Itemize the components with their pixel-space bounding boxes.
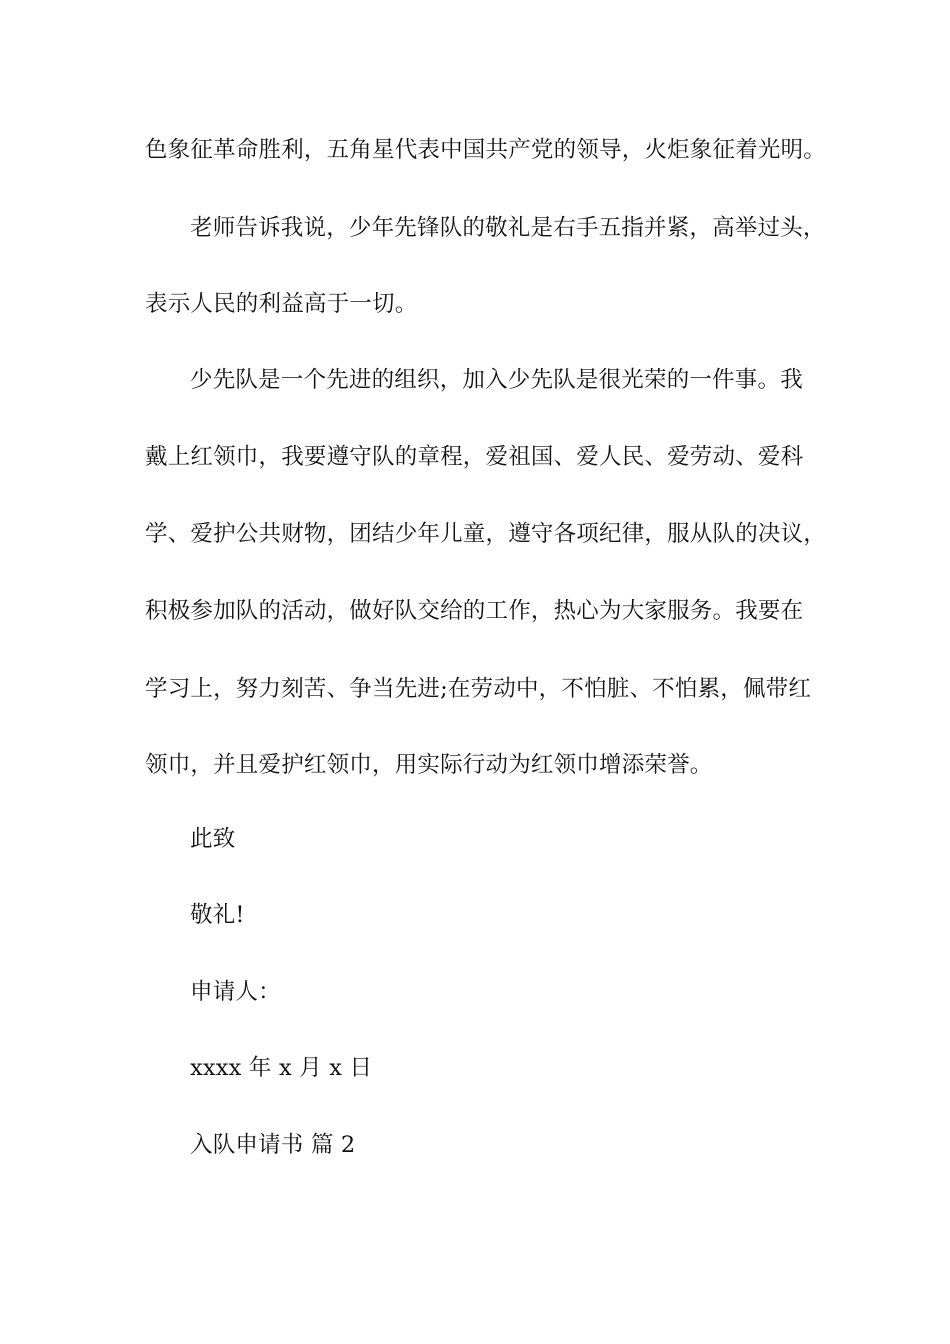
closing-respect: 敬礼! [190, 902, 245, 928]
applicant-label: 申请人： [190, 979, 281, 1005]
paragraph-line-2: 老师告诉我说，少年先锋队的敬礼是右手五指并紧，高举过头， [190, 215, 826, 241]
paragraph-line-3: 表示人民的利益高于一切。 [145, 291, 418, 317]
date-line: xxxx 年 x 月 x 日 [190, 1055, 373, 1081]
paragraph-line-7: 积极参加队的活动，做好队交给的工作，热心为大家服务。我要在 [145, 598, 804, 624]
paragraph-line-4: 少先队是一个先进的组织，加入少先队是很光荣的一件事。我 [190, 367, 803, 393]
paragraph-line-9: 领巾，并且爱护红领巾，用实际行动为红领巾增添荣誉。 [145, 752, 713, 778]
section-heading: 入队申请书 篇 2 [190, 1132, 356, 1158]
paragraph-line-1: 色象征革命胜利，五角星代表中国共产党的领导，火炬象征着光明。 [145, 137, 827, 163]
paragraph-line-6: 学、爱护公共财物，团结少年儿童，遵守各项纪律，服从队的决议， [145, 521, 827, 547]
closing-salutation: 此致 [190, 826, 236, 852]
paragraph-line-5: 戴上红领巾，我要遵守队的章程，爱祖国、爱人民、爱劳动、爱科 [145, 444, 804, 470]
paragraph-line-8: 学习上，努力刻苦、争当先进;在劳动中，不怕脏、不怕累，佩带红 [145, 676, 812, 702]
